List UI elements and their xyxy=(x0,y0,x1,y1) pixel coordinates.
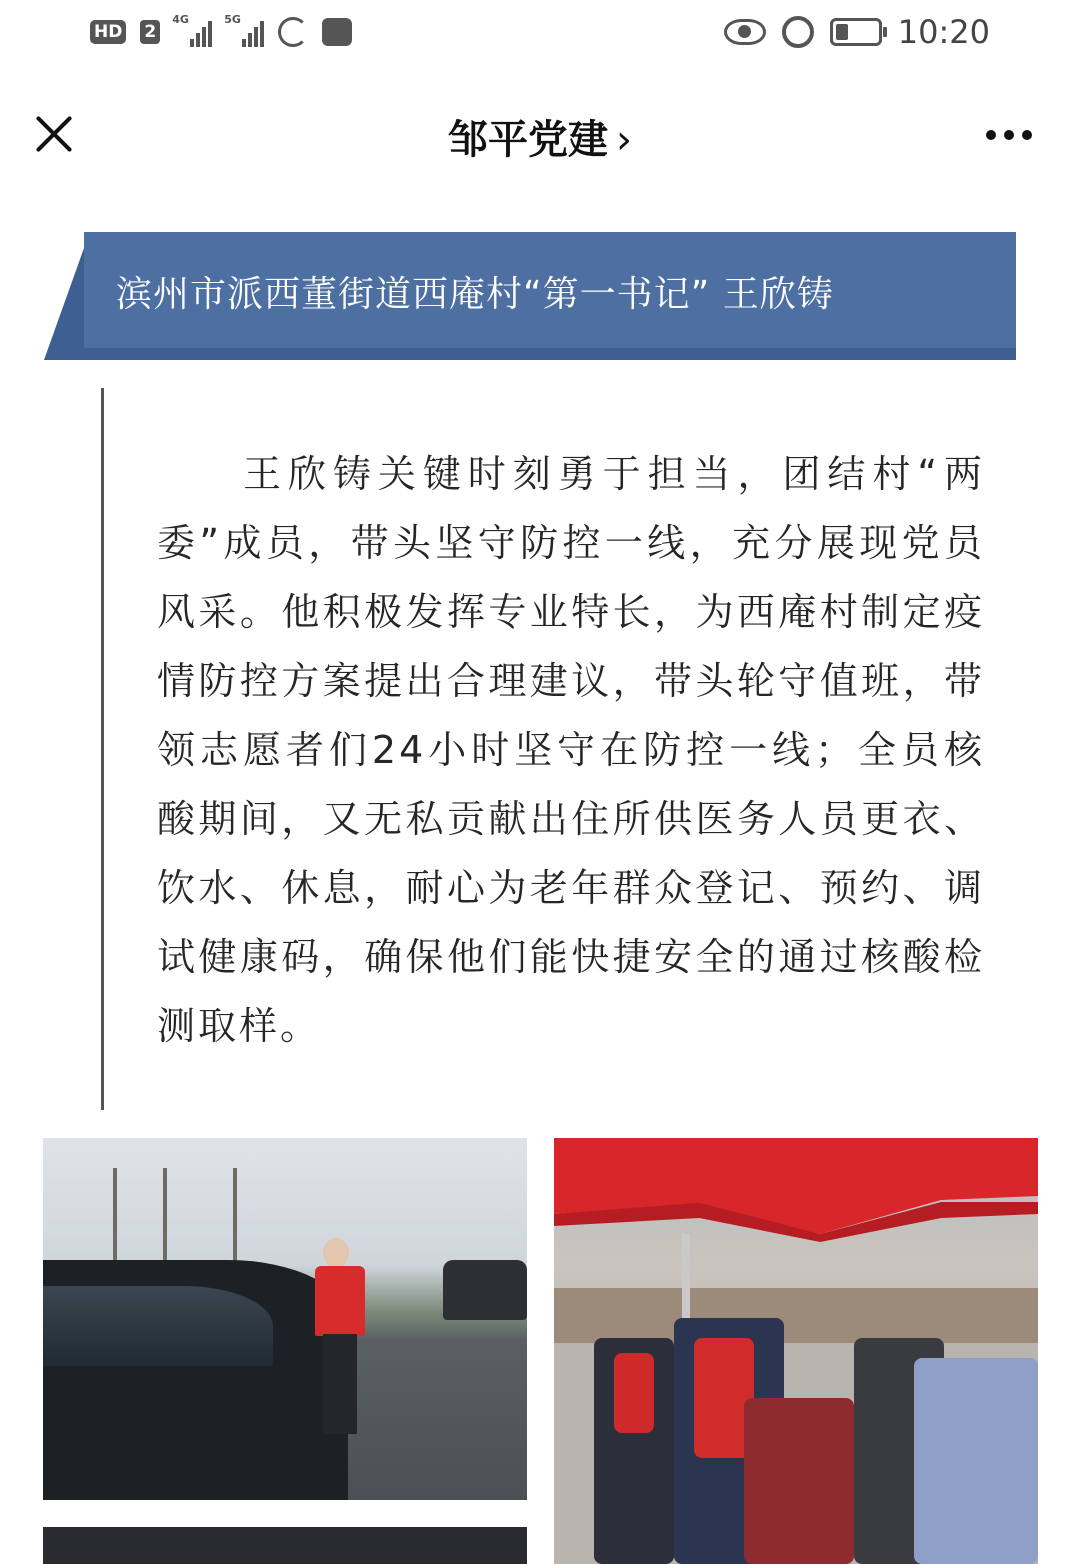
plaid-coat-shape xyxy=(744,1398,854,1564)
battery-icon xyxy=(830,18,882,46)
person-red-vest xyxy=(315,1266,365,1336)
sim-icon: 2 xyxy=(140,20,160,44)
status-left xyxy=(90,12,352,52)
sync-icon xyxy=(278,17,308,47)
signal-4g-label: 4G xyxy=(172,13,189,26)
signal-5g-icon xyxy=(224,13,264,47)
eye-icon xyxy=(724,19,766,45)
red-tent xyxy=(554,1138,1038,1238)
banner-title: 滨州市派西董街道西庵村“第一书记” 王欣铸 xyxy=(116,274,834,315)
chevron-right-icon: › xyxy=(616,117,632,163)
article-paragraph: 王欣铸关键时刻勇于担当，团结村“两委”成员，带头坚守防控一线，充分展现党员风采。他积极发挥专业特长，为西庵村制定疫情防控方案提出合理建议，带头轮守值班，带领志愿者们24小时坚守在防控一线；全员核酸期间，又无私贡献出住所供医务人员更衣、饮水、休息，耐心为老年群众登记、预约、调试健康码，确保他们能快捷安全的通过核酸检测取样。 xyxy=(157,452,985,1048)
clock-time: 10:20 xyxy=(897,13,990,51)
suv-shape xyxy=(443,1260,527,1320)
status-bar xyxy=(0,0,1080,70)
red-vest-shape xyxy=(614,1353,654,1433)
person-head xyxy=(323,1238,349,1268)
medical-staff-shape xyxy=(914,1358,1038,1564)
photo-road-checkpoint[interactable] xyxy=(43,1138,527,1500)
status-right xyxy=(724,12,990,52)
car-windshield xyxy=(43,1286,273,1366)
person-legs xyxy=(323,1334,357,1434)
alarm-icon xyxy=(782,16,814,48)
account-title-link[interactable] xyxy=(0,108,1080,165)
more-icon[interactable] xyxy=(986,130,1032,140)
account-title: 邹平党建 xyxy=(448,117,608,163)
quote-rule xyxy=(101,388,104,1110)
hd-icon: HD xyxy=(90,20,126,44)
photo-tent-registration[interactable] xyxy=(554,1138,1038,1564)
nav-bar xyxy=(0,90,1080,180)
signal-4g-icon xyxy=(172,13,212,47)
signal-5g-label: 5G xyxy=(224,13,241,26)
photo-partial[interactable] xyxy=(43,1527,527,1564)
huawei-icon xyxy=(322,18,352,46)
